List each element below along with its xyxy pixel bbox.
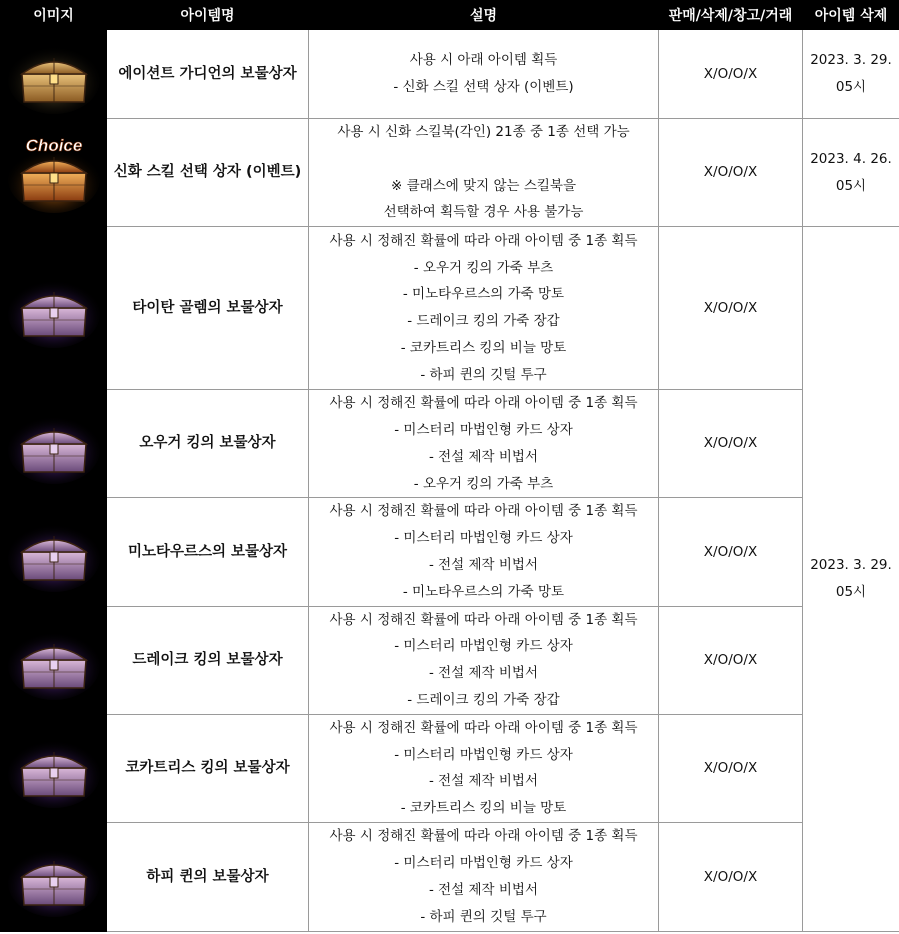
item-trade-flags: X/O/O/X	[659, 390, 803, 498]
header-row	[1, 1, 899, 30]
item-name: 오우거 킹의 보물상자	[107, 390, 309, 498]
item-name: 에이션트 가디언의 보물상자	[107, 30, 309, 119]
table-row	[1, 822, 899, 931]
item-description	[309, 714, 659, 822]
description-line: - 하피 퀸의 깃털 투구	[420, 366, 547, 383]
table-row	[1, 714, 899, 822]
table-row	[1, 606, 899, 714]
description-line: - 전설 제작 비법서	[428, 556, 539, 573]
description-line: - 코카트리스 킹의 비늘 망토	[400, 800, 567, 817]
shared-deletion-date	[803, 227, 899, 932]
description-line: - 미노타우르스의 가죽 망토	[402, 583, 565, 600]
item-deletion-date	[803, 119, 899, 227]
item-image-cell	[1, 714, 107, 822]
description-line: - 드레이크 킹의 가죽 장갑	[407, 313, 560, 330]
description-line: - 하피 퀸의 깃털 투구	[420, 908, 547, 925]
item-description	[309, 390, 659, 498]
description-line: 사용 시 정해진 확률에 따라 아래 아이템 중 1종 획득	[329, 232, 638, 249]
description-line: 사용 시 정해진 확률에 따라 아래 아이템 중 1종 획득	[329, 719, 638, 736]
description-line: - 미스터리 마법인형 카드 상자	[394, 421, 573, 438]
item-description	[309, 119, 659, 227]
description-line: 사용 시 정해진 확률에 따라 아래 아이템 중 1종 획득	[329, 503, 638, 520]
header-trade: 판매/삭제/창고/거래	[659, 1, 803, 30]
description-line: - 전설 제작 비법서	[428, 448, 539, 465]
item-trade-flags: X/O/O/X	[659, 119, 803, 227]
item-name: 신화 스킬 선택 상자 (이벤트)	[107, 119, 309, 227]
description-line: - 오우거 킹의 가죽 부츠	[413, 475, 554, 492]
item-name: 타이탄 골렘의 보물상자	[107, 227, 309, 390]
header-name: 아이템명	[107, 1, 309, 30]
deletion-date-line: 2023. 4. 26.	[810, 150, 892, 167]
item-description	[309, 30, 659, 119]
header-deletion: 아이템 삭제	[803, 1, 899, 30]
table-row	[1, 390, 899, 498]
item-trade-flags: X/O/O/X	[659, 227, 803, 390]
table-row	[1, 227, 899, 390]
description-line: - 전설 제작 비법서	[428, 665, 539, 682]
description-blank-line	[309, 146, 658, 173]
description-line: - 신화 스킬 선택 상자 (이벤트)	[393, 79, 574, 95]
gold-chest-icon	[1, 34, 106, 114]
purple-chest-icon	[1, 268, 106, 348]
description-line: - 전설 제작 비법서	[428, 773, 539, 790]
item-trade-flags: X/O/O/X	[659, 30, 803, 119]
purple-chest-icon	[1, 512, 106, 592]
item-image-cell	[1, 227, 107, 390]
deletion-date-line: 2023. 3. 29.	[810, 557, 892, 574]
description-line: 선택하여 획득할 경우 사용 불가능	[383, 204, 584, 221]
item-image-cell	[1, 822, 107, 931]
table-row	[1, 30, 899, 119]
item-image-cell	[1, 390, 107, 498]
purple-chest-icon	[1, 837, 106, 917]
deletion-date-line: 05시	[835, 584, 867, 601]
description-line: 사용 시 정해진 확률에 따라 아래 아이템 중 1종 획득	[329, 611, 638, 628]
item-trade-flags: X/O/O/X	[659, 714, 803, 822]
deletion-date-line: 2023. 3. 29.	[810, 52, 892, 69]
item-trade-flags: X/O/O/X	[659, 606, 803, 714]
description-line: - 미스터리 마법인형 카드 상자	[394, 638, 573, 655]
choice-chest-icon	[1, 133, 106, 213]
table-row	[1, 119, 899, 227]
item-deletion-date	[803, 30, 899, 119]
description-line: ※ 클래스에 맞지 않는 스킬북을	[391, 177, 576, 194]
item-trade-flags: X/O/O/X	[659, 822, 803, 931]
table-body	[1, 30, 899, 932]
description-line: - 오우거 킹의 가죽 부츠	[413, 259, 554, 276]
item-description	[309, 498, 659, 606]
description-line: - 미스터리 마법인형 카드 상자	[394, 746, 573, 763]
item-name: 드레이크 킹의 보물상자	[107, 606, 309, 714]
description-line: - 미스터리 마법인형 카드 상자	[394, 855, 573, 872]
item-name: 하피 퀸의 보물상자	[107, 822, 309, 931]
description-line: - 코카트리스 킹의 비늘 망토	[400, 339, 567, 356]
purple-chest-icon	[1, 620, 106, 700]
item-image-cell	[1, 498, 107, 606]
deletion-date-line: 05시	[835, 177, 867, 194]
table-row	[1, 498, 899, 606]
description-line: - 전설 제작 비법서	[428, 881, 539, 898]
header-description: 설명	[309, 1, 659, 30]
item-image-cell	[1, 30, 107, 119]
item-trade-flags: X/O/O/X	[659, 498, 803, 606]
item-image-cell	[1, 606, 107, 714]
purple-chest-icon	[1, 404, 106, 484]
description-line: - 드레이크 킹의 가죽 장갑	[407, 691, 560, 708]
item-description	[309, 822, 659, 931]
item-name: 미노타우르스의 보물상자	[107, 498, 309, 606]
choice-label: Choice	[25, 135, 82, 155]
description-line: - 미노타우르스의 가죽 망토	[402, 286, 565, 303]
description-line: 사용 시 정해진 확률에 따라 아래 아이템 중 1종 획득	[329, 395, 638, 412]
description-line: - 미스터리 마법인형 카드 상자	[394, 530, 573, 547]
description-line: 사용 시 아래 아이템 획득	[409, 52, 558, 69]
purple-chest-icon	[1, 728, 106, 808]
description-line: 사용 시 정해진 확률에 따라 아래 아이템 중 1종 획득	[329, 828, 638, 845]
item-description	[309, 606, 659, 714]
header-image: 이미지	[1, 1, 107, 30]
item-image-cell	[1, 119, 107, 227]
item-name: 코카트리스 킹의 보물상자	[107, 714, 309, 822]
deletion-date-line: 05시	[835, 79, 867, 95]
item-description	[309, 227, 659, 390]
description-line: 사용 시 신화 스킬북(각인) 21종 중 1종 선택 가능	[337, 124, 630, 140]
